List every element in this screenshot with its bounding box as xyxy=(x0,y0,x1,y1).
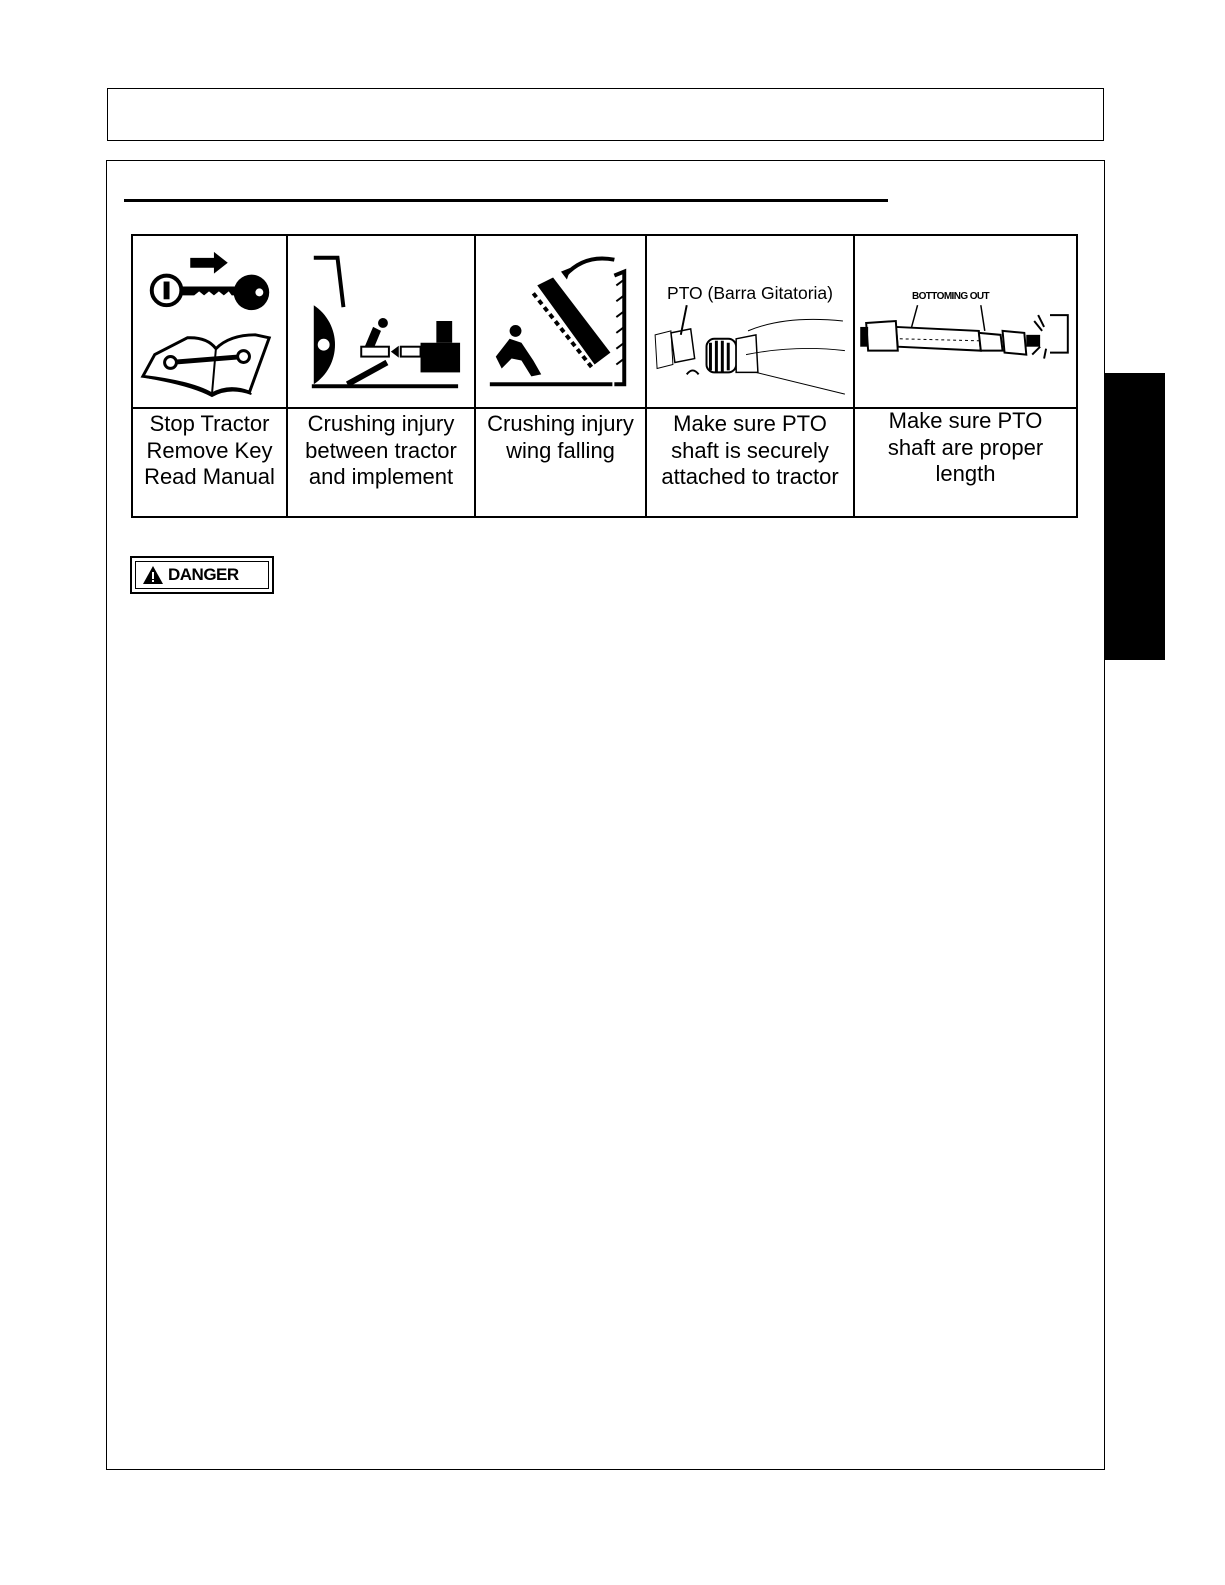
caption-line: Remove Key xyxy=(146,437,273,463)
safety-decal xyxy=(131,234,1078,518)
bottoming-out-label: BOTTOMING OUT xyxy=(912,291,990,302)
caption-line: between tractor xyxy=(305,437,457,463)
pto-length-icon xyxy=(855,236,1076,409)
caption-line: Read Manual xyxy=(144,464,275,489)
caption-line: Stop Tractor xyxy=(149,411,270,436)
section-side-tab xyxy=(1104,373,1165,660)
caption-line: and implement xyxy=(308,464,454,489)
caption-line: attached to tractor xyxy=(661,464,839,489)
caption-line: shaft is securely xyxy=(671,437,829,463)
pto-attach-icon xyxy=(647,236,853,409)
pto-label: PTO (Barra Gitatoria) xyxy=(667,283,833,303)
decal-panel-pto-length xyxy=(855,236,1076,516)
caption-line: shaft are proper xyxy=(887,434,1044,460)
warning-triangle-icon xyxy=(142,565,164,585)
caption-line: Make sure PTO xyxy=(888,408,1043,433)
decal-panel-pto-attach xyxy=(647,236,855,516)
danger-label: DANGER xyxy=(168,565,239,584)
caption-line: wing falling xyxy=(506,437,615,463)
decal-panel-crush-wing xyxy=(476,236,647,516)
section-title-rule xyxy=(124,199,888,202)
decal-panel-crush-tractor xyxy=(288,236,476,516)
crush-tractor-implement-icon xyxy=(288,236,474,409)
decal-panel-stop-tractor xyxy=(133,236,288,516)
caption-line: length xyxy=(935,461,996,486)
crush-wing-falling-icon xyxy=(476,236,645,409)
stop-key-manual-icon xyxy=(133,236,286,409)
danger-badge xyxy=(130,556,274,594)
page-header-box xyxy=(107,88,1104,141)
caption-line: Make sure PTO xyxy=(673,411,827,436)
caption-line: Crushing injury xyxy=(487,411,634,436)
caption-line: Crushing injury xyxy=(307,411,455,436)
